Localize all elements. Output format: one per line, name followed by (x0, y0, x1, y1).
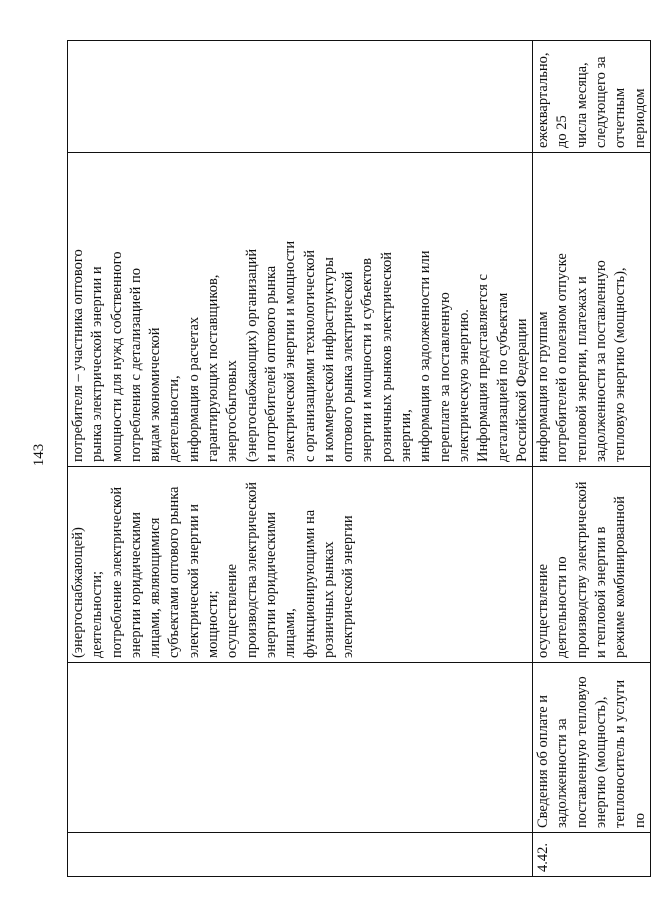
cell-period: ежеквартально, до 25 числа месяца, следующего за отчетным периодом (533, 41, 651, 153)
cell-number (68, 833, 533, 877)
cell-basis: осуществление деятельности по производству электрической и тепловой энергии в режиме комбинированной (533, 467, 651, 663)
cell-basis: (энергоснабжающей) деятельности; потребление электрической энергии юридическими лицами, являющимися субъектами оптового рынка электрической энергии и мощности; осуществление производства электрической энергии юридическими лицами, функционирующими на розничных рынках электрической энергии (68, 467, 533, 663)
table-row (68, 41, 533, 877)
reporting-table (67, 40, 651, 877)
table-row (533, 41, 651, 877)
cell-number: 4.42. (533, 833, 651, 877)
cell-period (68, 41, 533, 153)
cell-name: Сведения об оплате и задолженности за поставленную тепловую энергию (мощность), теплоноситель и услуги по (533, 663, 651, 833)
rotated-document (67, 41, 648, 877)
cell-content: информация по группам потребителей о полезном отпуске тепловой энергии, платежах и задолженности за поставленную тепловую энергию (мощность), (533, 153, 651, 467)
cell-content: потребителя – участника оптового рынка электрической энергии и мощности для нужд собственного потребления с детализацией по видам экономической деятельности, информация о расчетах гарантирующих поставщиков, энергосбытовых (энергоснабжающих) организаций и потребителей оптового рынка электрической энергии и мощности с организациями технологической и коммерческой инфраструктуры оптового рынка электрической энергии и мощности и субъектов розничных рынков электрической энергии, информация о задолженности или переплате за поставленную электрическую энергию. Информация представляется с детализацией по субъектам Российской Федерации (68, 153, 533, 467)
page-number: 143 (31, 443, 47, 467)
cell-name (68, 663, 533, 833)
